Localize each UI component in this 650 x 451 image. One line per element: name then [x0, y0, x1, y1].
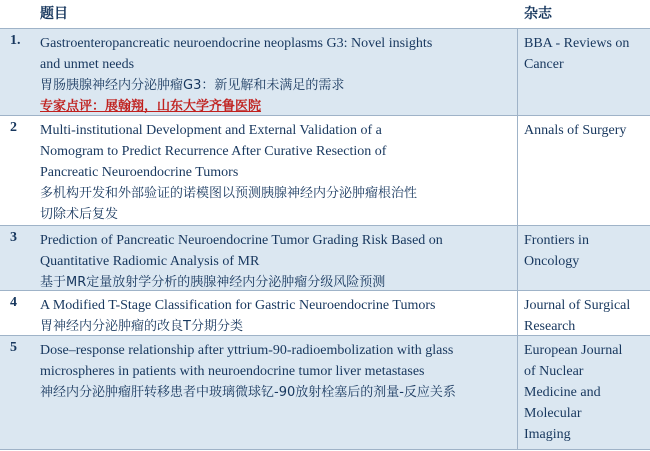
- journal-line: Imaging: [524, 427, 571, 442]
- title-en: Multi-institutional Development and External Validation of a: [40, 123, 382, 138]
- header-num: [0, 0, 32, 28]
- row-journal: [518, 29, 650, 115]
- journal-line: BBA - Reviews on: [524, 36, 630, 51]
- row-number: 4: [10, 295, 17, 310]
- row-title-cell: [32, 226, 518, 290]
- journal-line: of Nuclear: [524, 364, 584, 379]
- title-en: and unmet needs: [40, 57, 135, 72]
- row-number: 3: [10, 230, 17, 245]
- header-title: 题目: [40, 7, 68, 22]
- title-en: Gastroenteropancreatic neuroendocrine neoplasms G3: Novel insights: [40, 36, 433, 51]
- title-zh: 切除术后复发: [40, 207, 119, 222]
- title-en: Dose–response relationship after yttrium-90-radioembolization with glass: [40, 343, 454, 358]
- expert-comment-link[interactable]: 专家点评：展翰翔，山东大学齐鲁医院: [40, 99, 262, 114]
- row-number: 5: [10, 340, 17, 355]
- table-row: [0, 291, 650, 336]
- row-journal: [518, 226, 650, 290]
- journal-line: Journal of Surgical: [524, 298, 631, 313]
- journal-line: Research: [524, 319, 576, 334]
- header-journal: 杂志: [524, 7, 552, 22]
- row-number: 1.: [10, 33, 21, 48]
- title-zh: 多机构开发和外部验证的诺模图以预测胰腺神经内分泌肿瘤根治性: [40, 186, 418, 201]
- row-journal: [518, 116, 650, 225]
- table-row: [0, 29, 650, 116]
- table-row: [0, 226, 650, 291]
- title-zh: 胃肠胰腺神经内分泌肿瘤G3：新见解和未满足的需求: [40, 78, 345, 93]
- row-journal: [518, 336, 650, 449]
- title-zh: 神经内分泌肿瘤肝转移患者中玻璃微球钇-90放射栓塞后的剂量-反应关系: [40, 385, 456, 400]
- table-row: [0, 116, 650, 226]
- title-zh: 基于MR定量放射学分析的胰腺神经内分泌肿瘤分级风险预测: [40, 275, 386, 290]
- title-en: A Modified T-Stage Classification for Gastric Neuroendocrine Tumors: [40, 298, 436, 313]
- table-header: [0, 0, 650, 29]
- row-title-cell: [32, 116, 518, 225]
- title-en: microspheres in patients with neuroendocrine tumor liver metastases: [40, 364, 425, 379]
- title-en: Pancreatic Neuroendocrine Tumors: [40, 165, 239, 180]
- row-journal: [518, 291, 650, 335]
- journal-line: Annals of Surgery: [524, 123, 627, 138]
- journal-line: Frontiers in: [524, 233, 589, 248]
- row-title-cell: [32, 29, 518, 115]
- title-en: Quantitative Radiomic Analysis of MR: [40, 254, 260, 269]
- row-title-cell: [32, 336, 518, 449]
- title-en: Nomogram to Predict Recurrence After Curative Resection of: [40, 144, 387, 159]
- journal-line: Oncology: [524, 254, 580, 269]
- title-zh: 胃神经内分泌肿瘤的改良T分期分类: [40, 319, 243, 334]
- table-row: [0, 336, 650, 450]
- journal-line: European Journal: [524, 343, 623, 358]
- journal-line: Molecular: [524, 406, 582, 421]
- title-en: Prediction of Pancreatic Neuroendocrine Tumor Grading Risk Based on: [40, 233, 443, 248]
- row-number: 2: [10, 120, 17, 135]
- journal-line: Cancer: [524, 57, 564, 72]
- journal-line: Medicine and: [524, 385, 601, 400]
- row-title-cell: [32, 291, 518, 335]
